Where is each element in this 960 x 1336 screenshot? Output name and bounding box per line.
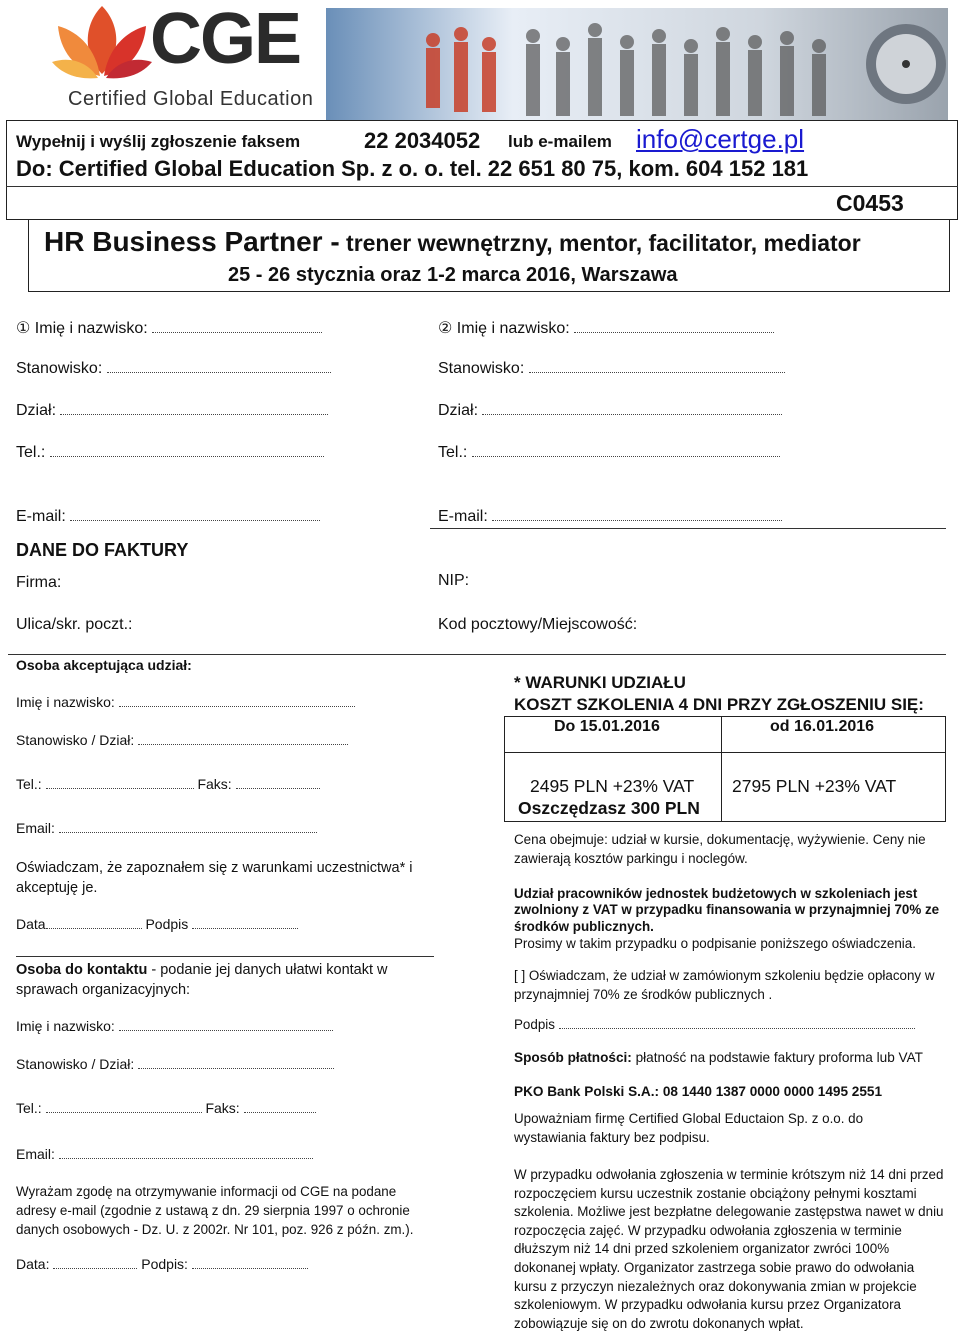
invoice-authorization: Upoważniam firmę Certified Global Eductaion Sp. z o.o. do wystawiania faktury bez podpisu. (514, 1111, 864, 1145)
p1-position-text: Stanowisko: (16, 360, 103, 377)
contact-sign-text: Podpis: (141, 1256, 188, 1272)
acceptor-position-label (16, 732, 348, 748)
p2-email-label (438, 508, 782, 526)
conditions-heading: * WARUNKI UDZIAŁU (514, 673, 686, 692)
acceptor-name-text: Imię i nazwisko: (16, 694, 115, 710)
logo-tagline: Certified Global Education (68, 88, 314, 110)
p2-email-text: E-mail: (438, 508, 488, 525)
p2-dept-text: Dział: (438, 402, 479, 419)
payment-method-rest: płatność na podstawie faktury proforma lub VAT (631, 1050, 923, 1065)
acceptor-sign-text: Podpis (145, 916, 189, 932)
contact-heading-rest: - podanie jej danych ułatwi kontakt w sprawach organizacyjnych: (16, 962, 388, 998)
bank-account: PKO Bank Polski S.A.: 08 1440 1387 0000 0000 1495 2551 (514, 1084, 883, 1099)
p1-dept-label (16, 402, 328, 420)
course-code: C0453 (836, 190, 904, 216)
course-title-sub: trener wewnętrzny, mentor, facilitator, mediator (339, 230, 861, 256)
contact-fax-text: Faks: (205, 1100, 240, 1116)
p1-tel-label (16, 444, 324, 462)
contact-consent: Wyrażam zgodę na otrzymywanie informacji od CGE na podane adresy e-mail (zgodnie z ustawą z dn. 29 sierpnia 1997 o ochronie danych osobowych - Dz. U. z 2002r. Nr 101, poz. 926 z późn. zm.). (16, 1184, 414, 1237)
course-title-main: HR Business Partner - (44, 226, 340, 257)
contact-heading-bold: Osoba do kontaktu (16, 962, 148, 978)
cost-heading: KOSZT SZKOLENIA 4 DNI PRZY ZGŁOSZENIU SIĘ: (514, 695, 924, 714)
fax-instruction-text: Wypełnij i wyślij zgłoszenie faksem (16, 132, 301, 151)
cancellation-policy: W przypadku odwołania zgłoszenia w terminie krótszym niż 14 dni przed rozpoczęciem kursu uczestnik zostanie obciążony pełnymi kosztami szkolenia. Możliwe jest bezpłatne delegowanie zastępstwa nawet w dniu rozpoczęcia zajęć. W przypadku odwołania zgłoszenia w terminie dłuższym niż 14 dni przed szkoleniem organizator zwróci 100% dokonanej wpłaty. Organizator zastrzega sobie prawo do odwołania kursu z przyczyn niezależnych oraz dokonywania zmian w projekcie szkoleniowym. W przypadku odwołania kursu przez Organizatora zobowiązuje się on do zwrotu dokonanych wpłat. (514, 1167, 944, 1331)
acceptor-date-text: Data (16, 916, 46, 932)
or-email-text: lub e-mailem (508, 132, 612, 151)
p1-position-label (16, 360, 331, 378)
acceptor-name-label (16, 694, 355, 710)
fax-number: 22 2034052 (364, 128, 481, 153)
acceptor-tel-text: Tel.: (16, 776, 42, 792)
acceptor-tel-label (16, 776, 320, 792)
p1-name-label (16, 318, 322, 338)
price-col1-saving: Oszczędzasz 300 PLN (518, 798, 700, 818)
header-banner-image (326, 8, 948, 120)
p1-name-text: ① Imię i nazwisko: (16, 320, 148, 337)
vat-request: Prosimy w takim przypadku o podpisanie poniższego oświadczenia. (514, 936, 916, 951)
price-col2-head: od 16.01.2016 (770, 718, 875, 735)
price-col1-head: Do 15.01.2016 (554, 718, 660, 735)
p1-email-text: E-mail: (16, 508, 66, 525)
p2-position-label (438, 360, 785, 378)
contact-name-text: Imię i nazwisko: (16, 1018, 115, 1034)
contact-email-text: Email: (16, 1146, 55, 1162)
logo (48, 0, 318, 112)
contact-date-text: Data: (16, 1256, 50, 1272)
acceptor-fax-text: Faks: (197, 776, 232, 792)
payment-method-bold: Sposób płatności: (514, 1050, 632, 1065)
contact-position-text: Stanowisko / Dział: (16, 1056, 135, 1072)
invoice-street-label: Ulica/skr. poczt.: (16, 616, 133, 633)
invoice-postal-label: Kod pocztowy/Miejscowość: (438, 616, 638, 633)
vat-statement: [ ] Oświadczam, że udział w zamówionym szkoleniu będzie opłacony w przynajmniej 70% ze środków publicznych . (514, 968, 935, 1002)
contact-heading (16, 960, 416, 1000)
price-includes: Cena obejmuje: udział w kursie, dokumentację, wyżywienie. Ceny nie zawierają kosztów parkingu i noclegów. (514, 832, 926, 866)
p1-dept-text: Dział: (16, 402, 57, 419)
p2-name-label (438, 318, 774, 338)
vat-sign-label (514, 1016, 915, 1032)
p1-email-label (16, 508, 320, 526)
contact-email-label (16, 1146, 313, 1162)
acceptor-date-sign (16, 916, 298, 932)
invoice-company-label: Firma: (16, 574, 62, 591)
recipient-line: Do: Certified Global Education Sp. z o. o. tel. 22 651 80 75, kom. 604 152 181 (16, 156, 809, 181)
contact-name-label (16, 1018, 333, 1034)
contact-tel-label (16, 1100, 316, 1116)
fax-instruction (16, 132, 300, 152)
price-col1-value: 2495 PLN +23% VAT (530, 776, 695, 796)
acceptor-declaration: Oświadczam, że zapoznałem się z warunkami uczestnictwa* i akceptuję je. (16, 860, 413, 896)
acceptor-position-text: Stanowisko / Dział: (16, 732, 135, 748)
price-col2-value: 2795 PLN +23% VAT (732, 776, 897, 796)
email-link[interactable]: info@certge.pl (636, 124, 805, 154)
course-title (44, 226, 861, 258)
p2-name-text: ② Imię i nazwisko: (438, 320, 570, 337)
acceptor-email-label (16, 820, 317, 836)
p2-tel-text: Tel.: (438, 444, 468, 461)
p2-tel-label (438, 444, 780, 462)
invoice-nip-label: NIP: (438, 572, 470, 589)
p1-tel-text: Tel.: (16, 444, 46, 461)
p2-dept-label (438, 402, 782, 420)
course-dates: 25 - 26 stycznia oraz 1-2 marca 2016, Warszawa (228, 264, 678, 286)
payment-method (514, 1050, 923, 1065)
vat-exemption: Udział pracowników jednostek budżetowych w szkoleniach jest zwolniony z VAT w przypadku finansowania w przynajmniej 70% ze środków publicznych. (514, 886, 940, 934)
p2-position-text: Stanowisko: (438, 360, 525, 377)
acceptor-email-text: Email: (16, 820, 55, 836)
vat-sign-text: Podpis (514, 1017, 555, 1032)
invoice-heading: DANE DO FAKTURY (16, 540, 189, 560)
contact-date-sign (16, 1256, 308, 1272)
contact-tel-text: Tel.: (16, 1100, 42, 1116)
contact-position-label (16, 1056, 334, 1072)
acceptor-heading: Osoba akceptująca udział: (16, 657, 192, 673)
logo-brand: CGE (150, 0, 301, 79)
lotus-icon (52, 4, 152, 84)
